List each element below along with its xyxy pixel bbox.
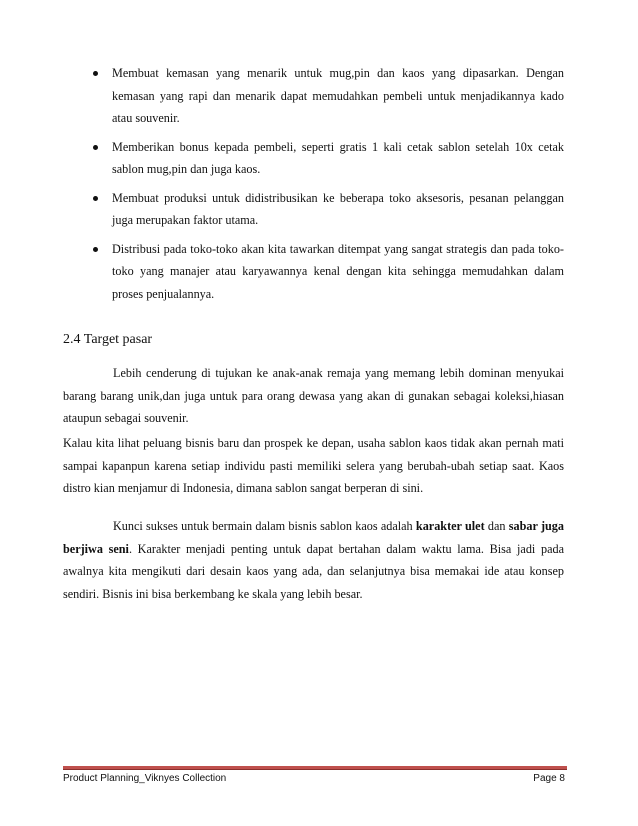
bullet-item: [0, 238, 638, 306]
bullet-item: [0, 136, 638, 181]
paragraph-target-market: [63, 362, 564, 430]
paragraph-text-b: dan: [484, 519, 509, 533]
bullet-text: Membuat kemasan yang menarik untuk mug,pin dan kaos yang dipasarkan. Dengan kemasan yang rapi dan menarik dapat memudahkan pembeli untuk menjadikannya kado atau souvenir.: [112, 66, 564, 125]
paragraph-text-a: Kunci sukses untuk bermain dalam bisnis sablon kaos adalah: [113, 519, 416, 533]
bullet-dot-icon: [93, 145, 98, 150]
footer-rule: [63, 766, 567, 770]
bullet-item: [0, 62, 638, 130]
bullet-text: Distribusi pada toko-toko akan kita tawarkan ditempat yang sangat strategis dan pada toko-toko yang manajer atau karyawannya kenal dengan kita sehingga memudahkan dalam proses penjualannya.: [112, 241, 564, 301]
paragraph-text-c: . Karakter menjadi penting untuk dapat bertahan dalam waktu lama. Bisa jadi pada awalnya kita mengikuti dari desain kaos yang ada, dan selanjutnya bisa memakai ide atau konsep sendiri. Bisnis ini bisa berkembang ke skala yang lebih besar.: [63, 541, 564, 601]
bullet-list: [0, 62, 638, 311]
paragraph-success-key: [63, 515, 564, 605]
bullet-dot-icon: [93, 247, 98, 252]
section-heading: 2.4 Target pasar: [63, 332, 153, 347]
bullet-dot-icon: [93, 196, 98, 201]
footer-document-title: Product Planning_Viknyes Collection: [63, 773, 227, 784]
bold-phrase-character: karakter ulet: [415, 519, 485, 533]
bullet-text: Membuat produksi untuk didistribusikan ke beberapa toko aksesoris, pesanan pelanggan juga merupakan faktor utama.: [112, 190, 564, 227]
bullet-item: [0, 187, 638, 232]
bullet-text: Memberikan bonus kepada pembeli, seperti gratis 1 kali cetak sablon setelah 10x cetak sablon mug,pin dan juga kaos.: [112, 139, 564, 176]
paragraph-text: Lebih cenderung di tujukan ke anak-anak remaja yang memang lebih dominan menyukai barang barang unik,dan juga untuk para orang dewasa yang akan di gunakan sebagai koleksi,hiasan ataupun sebagai souvenir.: [63, 366, 564, 425]
paragraph-opportunity: Kalau kita lihat peluang bisnis baru dan prospek ke depan, usaha sablon kaos tidak akan pernah mati sampai kapanpun karena setiap individu pasti memiliki selera yang berubah-ubah setiap saat. Kaos distro kian menjamur di Indonesia, dimana sablon sangat berperan di sini.: [63, 436, 564, 495]
bullet-dot-icon: [93, 71, 98, 76]
bold-phrase-patience: sabar juga berjiwa seni: [63, 519, 564, 556]
footer-page-number: Page 8: [533, 773, 565, 784]
